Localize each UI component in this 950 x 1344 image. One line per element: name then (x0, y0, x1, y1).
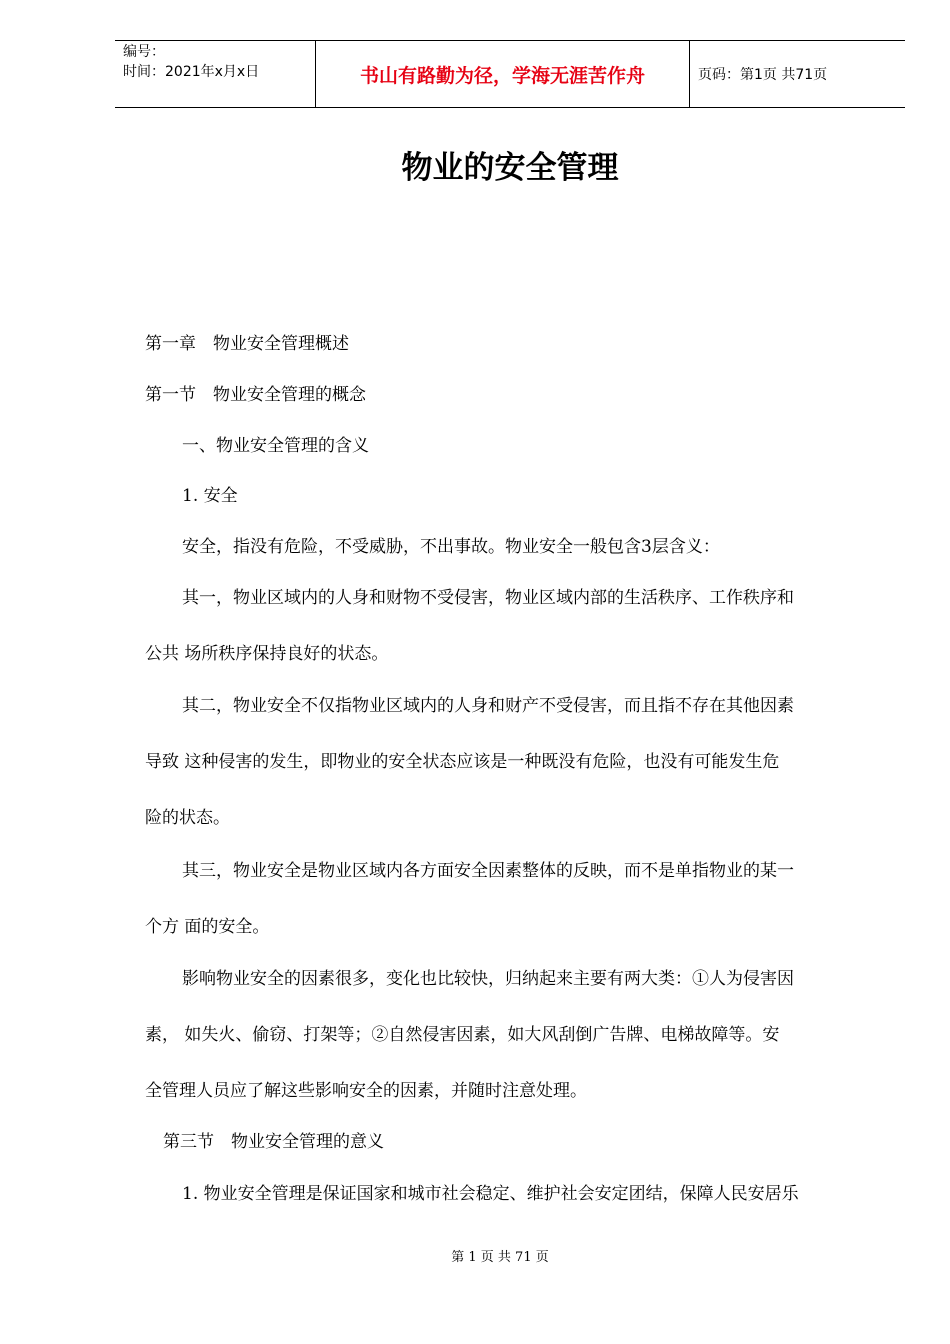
chapter-heading: 第一章 物业安全管理概述 (145, 334, 349, 354)
time-label: 时间：2021年x月x日 (123, 64, 260, 80)
body-paragraph: 公共 场所秩序保持良好的状态。 (145, 644, 389, 664)
page-header (115, 40, 905, 108)
body-paragraph: 其一，物业区域内的人身和财物不受侵害，物业区域内部的生活秩序、工作秩序和 (182, 588, 794, 608)
body-paragraph: 安全，指没有危险，不受威胁，不出事故。物业安全一般包含3层含义： (182, 537, 720, 557)
section-heading: 第三节 物业安全管理的意义 (163, 1132, 384, 1152)
item-heading: 1. 安全 (182, 486, 238, 506)
document-title: 物业的安全管理 (401, 150, 619, 186)
body-paragraph: 个方 面的安全。 (145, 917, 270, 937)
body-paragraph: 其三，物业安全是物业区域内各方面安全因素整体的反映，而不是单指物业的某一 (182, 861, 794, 881)
body-paragraph: 全管理人员应了解这些影响安全的因素，并随时注意处理。 (145, 1081, 587, 1101)
body-paragraph: 影响物业安全的因素很多，变化也比较快，归纳起来主要有两大类：①人为侵害因 (182, 969, 794, 989)
header-motto: 书山有路勤为径，学海无涯苦作舟 (316, 41, 690, 107)
header-meta (115, 41, 316, 107)
subsection-heading: 一、物业安全管理的含义 (182, 436, 369, 456)
serial-label: 编号： (123, 44, 165, 60)
section-heading: 第一节 物业安全管理的概念 (145, 385, 366, 405)
body-paragraph: 险的状态。 (145, 808, 230, 828)
page-footer: 第 1 页 共 71 页 (451, 1250, 549, 1265)
body-paragraph: 素， 如失火、偷窃、打架等；②自然侵害因素，如大风刮倒广告牌、电梯故障等。安 (145, 1025, 780, 1045)
header-page-info: 页码：第1页 共71页 (698, 67, 828, 83)
body-paragraph: 其二，物业安全不仅指物业区域内的人身和财产不受侵害，而且指不存在其他因素 (182, 696, 794, 716)
body-paragraph: 导致 这种侵害的发生，即物业的安全状态应该是一种既没有危险，也没有可能发生危 (145, 752, 780, 772)
body-paragraph: 1. 物业安全管理是保证国家和城市社会稳定、维护社会安定团结，保障人民安居乐 (182, 1184, 799, 1204)
